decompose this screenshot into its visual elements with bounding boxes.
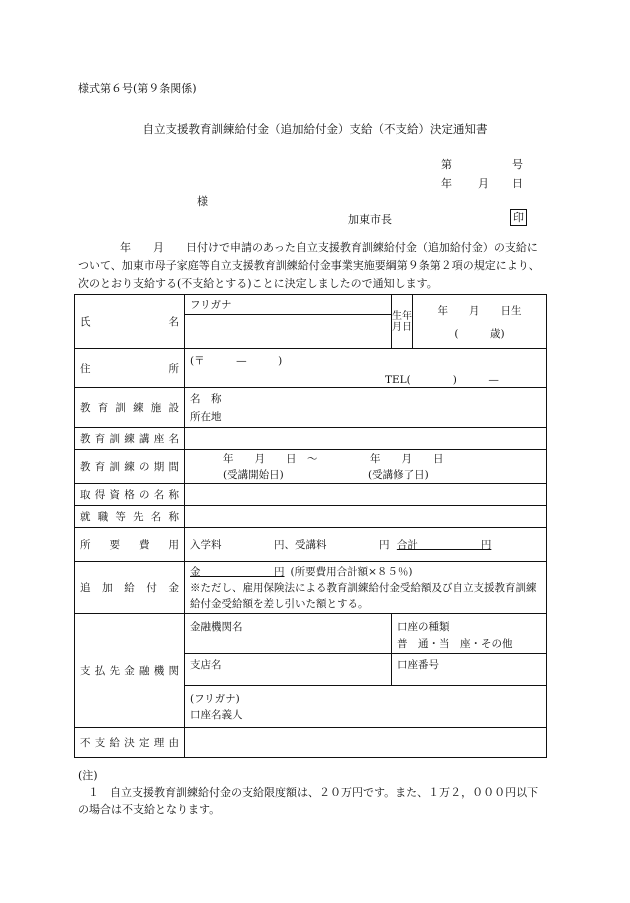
branch-field[interactable]	[185, 654, 392, 686]
number-dai: 第	[441, 158, 452, 171]
label-facility	[75, 388, 185, 428]
label-employer	[75, 506, 185, 528]
address-field[interactable]	[185, 349, 547, 388]
label-name	[75, 295, 185, 349]
label-text: 教 育 訓 練 施 設	[80, 402, 179, 414]
rejection-reason-field[interactable]	[185, 728, 547, 758]
label-cost	[75, 528, 185, 562]
period-dates: 年 月 日 〜 年 月 日	[223, 452, 444, 465]
employer-field[interactable]	[185, 506, 547, 528]
facility-field[interactable]	[185, 388, 547, 428]
birth-date: 年 月 日生	[437, 304, 522, 317]
form-number: 様式第６号(第９条関係)	[78, 82, 197, 95]
label-text: 就 職 等 先 名 称	[80, 511, 179, 523]
account-number-field[interactable]	[392, 654, 547, 686]
period-field[interactable]	[185, 450, 547, 484]
benefit-amount: 金 円	[190, 565, 285, 578]
seal-mark: 印	[510, 209, 527, 226]
bank-name-label: 金融機関名	[190, 621, 243, 633]
cost-total: 合計 円	[396, 539, 492, 551]
label-text: 教 育 訓 練 講 座 名	[80, 433, 179, 445]
facility-location: 所在地	[190, 410, 222, 423]
age: ( 歳)	[454, 327, 505, 340]
tel: TEL( ) —	[385, 374, 499, 386]
label-additional-benefit	[75, 562, 185, 614]
period-start: (受講開始日)	[223, 468, 284, 481]
label-birth: 生年月日	[392, 295, 413, 349]
label-text: 追 加 給 付 金	[80, 582, 179, 594]
document-title: 自立支援教育訓練給付金（追加給付金）支給（不支給）決定通知書	[142, 122, 488, 136]
addressee-sama: 様	[197, 195, 208, 208]
period-end: (受講修了日)	[368, 468, 429, 481]
account-type-field[interactable]	[392, 614, 547, 654]
account-number-label: 口座番号	[397, 659, 439, 671]
name-field[interactable]	[185, 315, 392, 349]
benefit-formula: (所要費用合計額×８５％)	[290, 565, 413, 578]
label-course	[75, 428, 185, 450]
label-qualification	[75, 484, 185, 506]
furigana-field[interactable]: フリガナ	[185, 295, 392, 315]
label-text: 所 要 費 用	[80, 539, 179, 551]
date-month: 月	[478, 177, 489, 190]
postal-code: (〒 — )	[190, 355, 283, 367]
holder-furigana: (フリガナ)	[190, 692, 240, 705]
date-year: 年	[441, 177, 452, 190]
branch-label: 支店名	[190, 659, 222, 671]
label-text: 不 支 給 決 定 理 由	[80, 737, 179, 749]
label-text: 氏 名	[80, 316, 179, 328]
cost-field[interactable]	[185, 528, 547, 562]
label-address	[75, 349, 185, 388]
body-text: 年 月 日付けで申請のあった自立支援教育訓練給付金（追加給付金）の支給について、加東市母子家庭等自立支援教育訓練給付金事業実施要綱第９条第２項の規定により、次のとおり支給する(不支給とする)ことに決定しましたので通知します。	[78, 241, 540, 290]
account-type-options: 普 通・当 座・その他	[397, 638, 513, 650]
date-day: 日	[512, 177, 523, 190]
birth-field[interactable]	[413, 295, 547, 349]
note-1: １ 自立支援教育訓練給付金の支給限度額は、２０万円です。また、１万２，０００円以下の場合は不支給となります。	[78, 786, 539, 816]
label-period	[75, 450, 185, 484]
mayor-name: 加東市長	[348, 213, 392, 226]
benefit-note: ※ただし、雇用保険法による教育訓練給付金受給額及び自立支援教育訓練給付金受給額を差し引いた額とする。	[190, 581, 537, 610]
bank-name-field[interactable]	[185, 614, 392, 654]
qualification-field[interactable]	[185, 484, 547, 506]
label-text: 支 払 先 金 融 機 関	[80, 665, 179, 677]
account-type-label: 口座の種類	[397, 621, 450, 633]
number-go: 号	[512, 158, 523, 171]
label-text: 取 得 資 格 の 名 称	[80, 489, 179, 501]
label-rejection-reason	[75, 728, 185, 758]
additional-benefit-field[interactable]	[185, 562, 547, 614]
form-table	[74, 294, 547, 758]
note-heading: (注)	[78, 769, 98, 782]
course-field[interactable]	[185, 428, 547, 450]
facility-name: 名 称	[190, 392, 222, 405]
holder-label: 口座名義人	[190, 708, 243, 721]
label-bank	[75, 614, 185, 728]
account-holder-field[interactable]	[185, 686, 547, 728]
label-text: 住 所	[80, 362, 179, 375]
label-text: 教 育 訓 練 の 期 間	[80, 461, 179, 473]
cost-breakdown: 入学料 円、受講料 円	[190, 539, 390, 551]
